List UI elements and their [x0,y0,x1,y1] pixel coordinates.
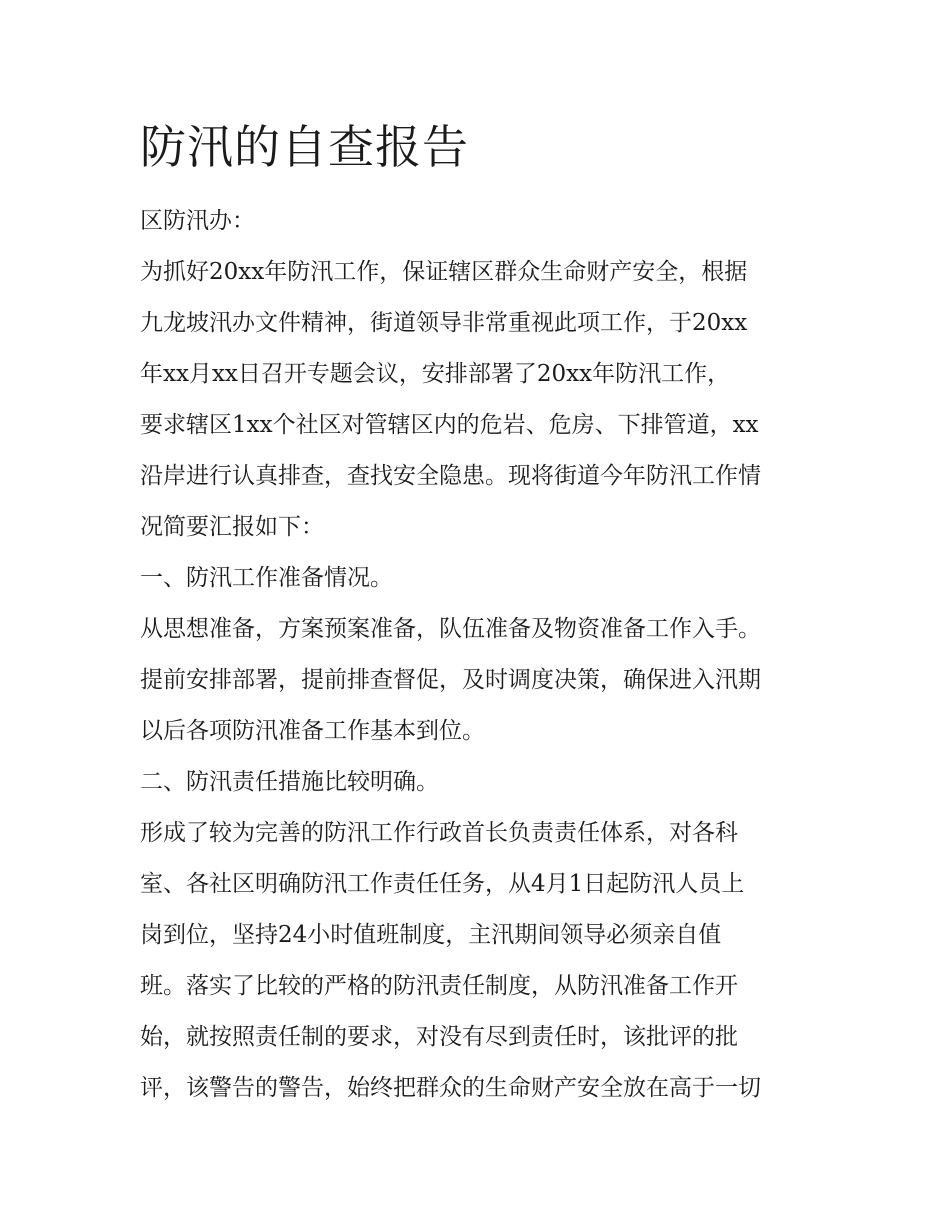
paragraph-line: 评，该警告的警告，始终把群众的生命财产安全放在高于一切 [140,1075,761,1101]
paragraph-line: 况简要汇报如下： [140,514,324,540]
paragraph-line: 提前安排部署，提前排查督促，及时调度决策，确保进入汛期 [140,667,761,693]
section-heading-2: 二、防汛责任措施比较明确。 [140,769,439,795]
paragraph-line: 从思想准备，方案预案准备，队伍准备及物资准备工作入手。 [140,616,761,642]
salutation-line: 区防汛办： [140,208,255,234]
paragraph-line: 以后各项防汛准备工作基本到位。 [140,718,485,744]
paragraph-line: 沿岸进行认真排查，查找安全隐患。现将街道今年防汛工作情 [140,463,761,489]
paragraph-line: 九龙坡汛办文件精神，街道领导非常重视此项工作，于20xx [140,310,748,336]
paragraph-line: 要求辖区1xx个社区对管辖区内的危岩、危房、下排管道，xx [140,412,759,438]
document-body [140,196,830,1114]
paragraph-line: 年xx月xx日召开专题会议，安排部署了20xx年防汛工作， [140,361,731,387]
paragraph-line: 形成了较为完善的防汛工作行政首长负责责任体系，对各科 [140,820,738,846]
section-heading-1: 一、防汛工作准备情况。 [140,565,393,591]
document-title: 防汛的自查报告 [140,120,469,174]
paragraph-line: 岗到位，坚持24小时值班制度，主汛期间领导必须亲自值 [140,922,722,948]
paragraph-line: 始，就按照责任制的要求，对没有尽到责任时，该批评的批 [140,1024,738,1050]
paragraph-line: 为抓好20xx年防汛工作，保证辖区群众生命财产安全，根据 [140,259,748,285]
paragraph-line: 室、各社区明确防汛工作责任任务，从4月1日起防汛人员上 [140,871,745,897]
paragraph-line: 班。落实了比较的严格的防汛责任制度，从防汛准备工作开 [140,973,738,999]
